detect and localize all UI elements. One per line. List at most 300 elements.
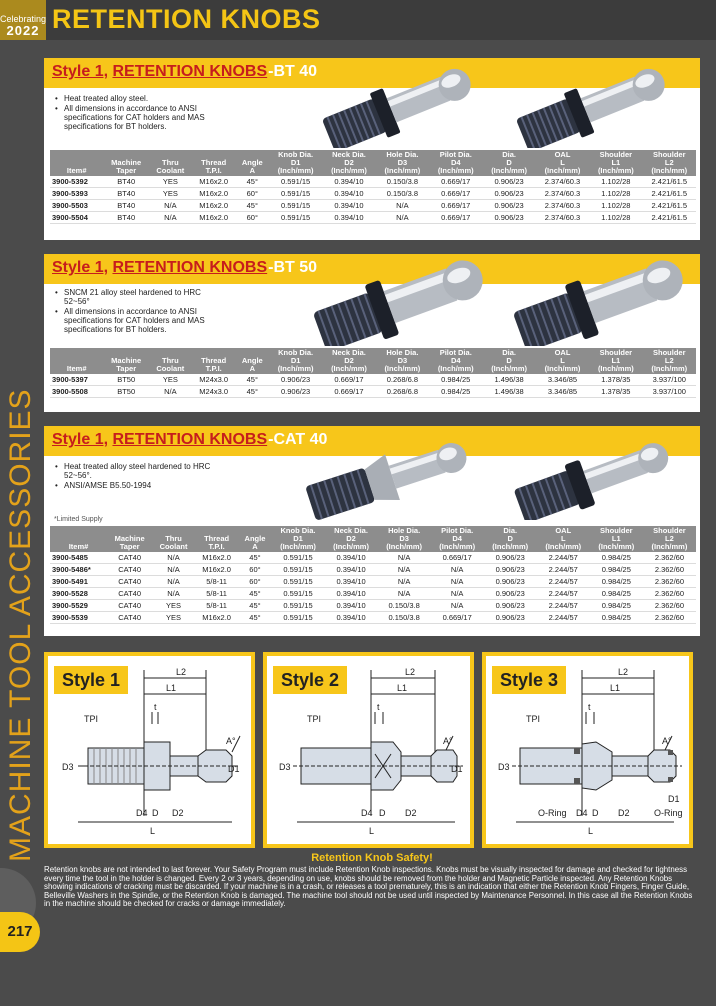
table-cell: 0.906/23 [484, 576, 537, 588]
dim-l2-label: L2 [618, 667, 629, 677]
column-header-text: D2 [346, 534, 356, 543]
oring-left-label: O-Ring [538, 808, 567, 818]
table-cell: 2.362/60 [643, 564, 696, 576]
table-cell: CAT40 [107, 576, 152, 588]
table-row [50, 386, 696, 398]
table-cell: N/A [152, 564, 195, 576]
column-header-text: L1 [611, 158, 621, 167]
item-number-cell: 3900-5508 [50, 386, 103, 398]
table-cell: 0.906/23 [484, 564, 537, 576]
table-header-row [50, 526, 696, 552]
column-header-text: Taper [119, 542, 140, 551]
column-header-text: (Inch/mm) [545, 542, 582, 551]
column-header-text: (Inch/mm) [491, 166, 528, 175]
table-cell: YES [149, 176, 192, 188]
column-header [484, 526, 537, 552]
column-header-text: Thru [162, 356, 179, 365]
section-style: Style 1, [52, 431, 109, 448]
column-header-text: D3 [399, 534, 409, 543]
column-header-text: T.P.I. [208, 542, 225, 551]
column-header-text: (Inch/mm) [277, 166, 314, 175]
feature-list [54, 94, 214, 132]
table-cell: 0.394/10 [322, 200, 375, 212]
feature-list [54, 288, 214, 335]
column-header-text: Thread [204, 534, 230, 543]
table-cell: 0.591/15 [272, 552, 325, 564]
style2-diagram [263, 652, 474, 848]
style3-diagram [482, 652, 693, 848]
table-cell: 0.669/17 [431, 612, 484, 624]
column-header-text: Thru [162, 158, 179, 167]
table-cell: 0.984/25 [590, 564, 643, 576]
column-header [643, 150, 696, 176]
table-cell: BT50 [103, 386, 149, 398]
table-cell: 2.244/57 [537, 564, 590, 576]
table-cell: BT40 [103, 176, 149, 188]
column-header-text: Coolant [159, 542, 188, 551]
item-number-cell: 3900-5504 [50, 212, 103, 224]
column-header-text: Item# [68, 542, 89, 551]
table-cell: 45° [236, 386, 269, 398]
dim-t-label: t [588, 702, 591, 712]
column-header-text: (Inch/mm) [386, 542, 423, 551]
column-header-text: (Inch/mm) [491, 364, 528, 373]
table-cell: 0.150/3.8 [376, 176, 429, 188]
table-cell: 2.244/57 [537, 576, 590, 588]
table-cell: 1.496/38 [482, 374, 535, 386]
column-header-text: Pilot Dia. [441, 526, 474, 535]
table-cell: N/A [431, 588, 484, 600]
table-cell: N/A [431, 600, 484, 612]
column-header-text: L2 [664, 356, 674, 365]
column-header-text: Taper [116, 166, 137, 175]
dim-d4-label: D4 [361, 808, 373, 818]
column-header-text: Shoulder [600, 526, 633, 535]
table-cell: 1.378/35 [589, 374, 642, 386]
column-header-text: (Inch/mm) [333, 542, 369, 551]
column-header-text: L2 [664, 158, 674, 167]
section-bt50 [44, 254, 700, 412]
table-cell: 0.984/25 [429, 374, 482, 386]
dim-l-label: L [369, 826, 375, 836]
column-header [376, 150, 429, 176]
dim-d3-label: D3 [498, 762, 510, 772]
table-row [50, 588, 696, 600]
retention-knob-image [298, 430, 494, 520]
dim-d1-label: D1 [451, 764, 463, 774]
table-header-row [50, 150, 696, 176]
item-number-cell: 3900-5491 [50, 576, 107, 588]
column-header-text: D1 [290, 158, 301, 167]
table-cell: 60° [236, 212, 269, 224]
table-cell: N/A [378, 552, 431, 564]
section-bt40 [44, 58, 700, 240]
column-header-text: Pilot Dia. [439, 348, 472, 357]
column-header [50, 150, 103, 176]
column-header-text: Pilot Dia. [439, 150, 472, 159]
dim-l1-label: L1 [166, 683, 177, 693]
table-cell: YES [152, 612, 195, 624]
table-cell: 0.906/23 [482, 176, 535, 188]
column-header-text: Shoulder [599, 348, 633, 357]
column-header-text: Dia. [502, 348, 516, 357]
column-header-text: Coolant [156, 166, 185, 175]
style3-drawing [486, 656, 689, 844]
column-header-text: Machine [111, 158, 142, 167]
column-header-text: D3 [397, 158, 408, 167]
table-cell: 3.346/85 [536, 374, 589, 386]
table-cell: 0.268/6.8 [376, 374, 429, 386]
retention-knob-image [306, 254, 506, 346]
table-row [50, 552, 696, 564]
column-header-text: Machine [111, 356, 142, 365]
dim-tpi-label: TPI [84, 714, 99, 724]
item-number-cell: 3900-5528 [50, 588, 107, 600]
table-cell: YES [149, 188, 192, 200]
column-header [192, 150, 236, 176]
column-header-text: (Inch/mm) [384, 166, 421, 175]
table-cell: 0.394/10 [325, 552, 378, 564]
section-style: Style 1, [52, 63, 109, 80]
column-header-text: Dia. [503, 526, 518, 535]
dim-l-label: L [588, 826, 594, 836]
column-header [429, 348, 482, 374]
column-header [50, 526, 107, 552]
table-cell: N/A [152, 576, 195, 588]
retention-knob-image [506, 254, 706, 346]
table-cell: 0.669/17 [429, 176, 482, 188]
table-cell: 0.906/23 [484, 600, 537, 612]
column-header-text: (Inch/mm) [439, 542, 476, 551]
dim-l2-label: L2 [405, 667, 416, 677]
table-cell: CAT40 [107, 612, 152, 624]
table-cell: 0.906/23 [269, 374, 322, 386]
safety-body: Retention knobs are not intended to last forever. Your Safety Program must include Retention Knob inspections. Knobs must be visually inspected for damage and checked for tightness every time the tool in the holder is changed. Every 2 or 3 years, depending on use, knobs should be removed from the holder and Magnetic Particle inspected. Any Retention Knobs showing indications of cracking must be discarded. If your machine is in a crash, or releases a tool prematurely, this is an indication that either the Retention Knob Fingers, Finger Guide, Belleville Washers in the Spindle, or the Retention Knob is damaged. The machine tool should not be used until inspected by Maintenance Personnel. In this case all the Retention Knobs in the machine should be checked for cracks or damage immediately. [44, 865, 693, 909]
table-cell: 2.374/60.3 [536, 188, 589, 200]
column-header-text: (Inch/mm) [598, 542, 635, 551]
table-cell: 1.496/38 [482, 386, 535, 398]
section-title [52, 63, 317, 81]
diagram-body [48, 656, 251, 844]
dim-d-label: D [152, 808, 159, 818]
table-cell: 0.984/25 [590, 576, 643, 588]
table-cell: 0.984/25 [590, 552, 643, 564]
table-cell: 2.362/60 [643, 612, 696, 624]
table-cell: 0.669/17 [429, 200, 482, 212]
table-cell: 60° [238, 576, 271, 588]
dim-l1-label: L1 [610, 683, 621, 693]
column-header [536, 150, 589, 176]
diagram-title: Style 1 [54, 666, 128, 694]
table-cell: 0.669/17 [322, 374, 375, 386]
column-header-text: A [249, 364, 255, 373]
column-header-text: (Inch/mm) [277, 364, 314, 373]
dim-d-label: D [592, 808, 599, 818]
column-header-text: D [506, 356, 512, 365]
section-cat40 [44, 426, 700, 636]
column-header-text: (Inch/mm) [384, 364, 421, 373]
section-model: -BT 50 [268, 259, 318, 276]
table-cell: 0.150/3.8 [378, 600, 431, 612]
table-cell: CAT40 [107, 564, 152, 576]
column-header-text: D [506, 158, 512, 167]
table-cell: 2.374/60.3 [536, 176, 589, 188]
column-header [149, 150, 192, 176]
column-header-text: Knob Dia. [278, 150, 314, 159]
badge-line2: 2022 [6, 23, 40, 38]
table-row [50, 176, 696, 188]
table-cell: 0.150/3.8 [376, 188, 429, 200]
dim-d4-label: D4 [576, 808, 588, 818]
table-cell: 0.268/6.8 [376, 386, 429, 398]
feature-item: • Heat treated alloy steel hardened to HRC 52~56°. [54, 462, 214, 480]
table-cell: 45° [236, 374, 269, 386]
column-header-text: Hole Dia. [386, 150, 419, 159]
table-cell: N/A [431, 576, 484, 588]
table-cell: 0.591/15 [269, 188, 322, 200]
column-header-text: Angle [241, 158, 263, 167]
top-bar [0, 0, 716, 40]
column-header [195, 526, 239, 552]
table-cell: N/A [149, 212, 192, 224]
column-header-text: Hole Dia. [386, 348, 419, 357]
retention-knob-image [312, 60, 492, 148]
table-cell: 2.244/57 [537, 600, 590, 612]
table-cell: 60° [236, 188, 269, 200]
table-cell: M24x3.0 [192, 374, 236, 386]
section-kind: RETENTION KNOBS [112, 431, 268, 448]
page-number: 217 [0, 912, 40, 952]
item-number-cell: 3900-5392 [50, 176, 103, 188]
table-cell: 0.984/25 [590, 588, 643, 600]
table-cell: 2.421/61.5 [643, 176, 696, 188]
column-header [482, 348, 535, 374]
table-row [50, 200, 696, 212]
column-header [272, 526, 325, 552]
column-header-text: (Inch/mm) [492, 542, 529, 551]
table-cell: 0.906/23 [269, 386, 322, 398]
column-header-text: (Inch/mm) [651, 166, 688, 175]
dim-angle-label: A° [443, 736, 453, 746]
column-header [236, 150, 269, 176]
column-header-text: OAL [554, 150, 571, 159]
table-cell: 2.362/60 [643, 588, 696, 600]
table-cell: 0.906/23 [482, 212, 535, 224]
dim-d1-label: D1 [668, 794, 680, 804]
dim-l-label: L [150, 826, 156, 836]
diagram-body [486, 656, 689, 844]
table-cell: M16x2.0 [195, 552, 239, 564]
column-header-text: A [252, 542, 258, 551]
table-cell: 0.906/23 [482, 188, 535, 200]
table-cell: M16x2.0 [192, 212, 236, 224]
item-number-cell: 3900-5539 [50, 612, 107, 624]
column-header-text: Shoulder [653, 348, 686, 357]
table-cell: 45° [238, 588, 271, 600]
feature-item: • All dimensions in accordance to ANSI specifications for CAT holders and MAS specifications for BT holders. [54, 104, 214, 131]
column-header [537, 526, 590, 552]
table-cell: 2.421/61.5 [643, 200, 696, 212]
column-header-text: D2 [344, 356, 354, 365]
column-header-text: Knob Dia. [280, 526, 316, 535]
column-header-text: OAL [554, 348, 571, 357]
column-header [482, 150, 535, 176]
table-cell: 2.244/57 [537, 612, 590, 624]
table-cell: 3.937/100 [643, 374, 696, 386]
page-title: RETENTION KNOBS [52, 4, 321, 34]
column-header [152, 526, 195, 552]
column-header [149, 348, 192, 374]
retention-knob-image [506, 430, 702, 520]
table-cell: 2.374/60.3 [536, 200, 589, 212]
sidebar-vertical-text: MACHINE TOOL ACCESSORIES [4, 388, 37, 862]
column-header [50, 348, 103, 374]
dim-l2-label: L2 [176, 667, 187, 677]
table-cell: 0.591/15 [269, 212, 322, 224]
column-header-text: D1 [293, 534, 303, 543]
item-number-cell: 3900-5503 [50, 200, 103, 212]
section-title [52, 259, 317, 277]
table-cell: 0.394/10 [325, 576, 378, 588]
safety-notice [44, 852, 700, 928]
dim-d3-label: D3 [279, 762, 291, 772]
oring-right-label: O-Ring [654, 808, 683, 818]
table-row [50, 600, 696, 612]
table-cell: 2.362/60 [643, 576, 696, 588]
table-cell: 1.102/28 [589, 188, 642, 200]
column-header [103, 150, 149, 176]
table-cell: 0.591/15 [272, 564, 325, 576]
table-cell: 45° [236, 176, 269, 188]
section-model: -CAT 40 [268, 431, 328, 448]
column-header-text: D4 [450, 356, 461, 365]
column-header-text: OAL [555, 526, 572, 535]
table-row [50, 374, 696, 386]
column-header-text: (Inch/mm) [597, 364, 634, 373]
table-cell: 0.591/15 [272, 576, 325, 588]
column-header [269, 348, 322, 374]
section-title [52, 431, 327, 449]
column-header-text: Neck Dia. [332, 348, 366, 357]
column-header-text: L [560, 158, 565, 167]
item-number-cell: 3900-5397 [50, 374, 103, 386]
table-cell: CAT40 [107, 600, 152, 612]
section-model: -BT 40 [268, 63, 318, 80]
column-header [325, 526, 378, 552]
table-cell: 0.394/10 [325, 612, 378, 624]
dim-d3-label: D3 [62, 762, 74, 772]
column-header-text: D4 [450, 158, 461, 167]
table-cell: M24x3.0 [192, 386, 236, 398]
column-header-text: (Inch/mm) [437, 166, 474, 175]
table-cell: 0.906/23 [484, 588, 537, 600]
item-number-cell: 3900-5393 [50, 188, 103, 200]
item-number-cell: 3900-5486* [50, 564, 107, 576]
table-cell: 2.362/60 [643, 552, 696, 564]
table-cell: 0.669/17 [322, 386, 375, 398]
column-header [103, 348, 149, 374]
table-cell: 45° [238, 552, 271, 564]
column-header [192, 348, 236, 374]
table-cell: YES [149, 374, 192, 386]
table-cell: 0.906/23 [484, 612, 537, 624]
column-header-text: T.P.I. [205, 166, 222, 175]
feature-item: • ANSI/AMSE B5.50-1994 [54, 481, 214, 490]
dim-tpi-label: TPI [526, 714, 541, 724]
column-header-text: L [560, 534, 566, 543]
column-header-text: Shoulder [653, 526, 686, 535]
table-cell: 0.591/15 [269, 200, 322, 212]
spec-table [50, 526, 696, 624]
column-header [376, 348, 429, 374]
table-cell: N/A [431, 564, 484, 576]
column-header [236, 348, 269, 374]
item-number-cell: 3900-5529 [50, 600, 107, 612]
safety-title: Retention Knob Safety! [311, 852, 433, 864]
diagram-title: Style 2 [273, 666, 347, 694]
column-header [589, 150, 642, 176]
table-cell: 0.591/15 [269, 176, 322, 188]
feature-item: • All dimensions in accordance to ANSI specifications for CAT holders and MAS specifications for BT holders. [54, 307, 214, 334]
table-cell: 0.394/10 [322, 188, 375, 200]
table-cell: 0.906/23 [484, 552, 537, 564]
table-cell: 1.102/28 [589, 212, 642, 224]
feature-item: • SNCM 21 alloy steel hardened to HRC 52~56° [54, 288, 214, 306]
table-cell: BT40 [103, 200, 149, 212]
limited-supply-note: *Limited Supply [54, 516, 103, 523]
table-cell: YES [152, 600, 195, 612]
style1-drawing [48, 656, 251, 844]
table-cell: N/A [376, 200, 429, 212]
dim-t-label: t [154, 702, 157, 712]
table-row [50, 612, 696, 624]
table-cell: N/A [378, 588, 431, 600]
column-header-text: L [560, 356, 565, 365]
table-cell: 0.669/17 [429, 212, 482, 224]
table-cell: 5/8-11 [195, 588, 239, 600]
column-header-text: Angle [244, 534, 266, 543]
table-cell: M16x2.0 [192, 188, 236, 200]
table-row [50, 188, 696, 200]
table-cell: 0.150/3.8 [378, 612, 431, 624]
table-cell: 0.394/10 [322, 176, 375, 188]
column-header-text: (Inch/mm) [597, 166, 634, 175]
dim-d4-label: D4 [136, 808, 148, 818]
dim-angle-label: A° [226, 736, 236, 746]
column-header-text: D3 [397, 356, 408, 365]
table-cell: 2.421/61.5 [643, 212, 696, 224]
column-header-text: Thru [165, 534, 182, 543]
table-cell: N/A [378, 576, 431, 588]
table-cell: 0.394/10 [322, 212, 375, 224]
table-cell: 0.669/17 [431, 552, 484, 564]
table-cell: 0.591/15 [272, 600, 325, 612]
section-style: Style 1, [52, 259, 109, 276]
column-header [536, 348, 589, 374]
table-cell: M16x2.0 [192, 176, 236, 188]
table-cell: 2.362/60 [643, 600, 696, 612]
table-cell: 2.244/57 [537, 588, 590, 600]
column-header-text: Item# [66, 364, 87, 373]
column-header-text: D [507, 534, 513, 543]
column-header-text: A [249, 166, 255, 175]
table-cell: 60° [238, 564, 271, 576]
column-header [590, 526, 643, 552]
table-cell: N/A [149, 386, 192, 398]
column-header [238, 526, 271, 552]
dim-tpi-label: TPI [307, 714, 322, 724]
table-cell: 3.937/100 [643, 386, 696, 398]
